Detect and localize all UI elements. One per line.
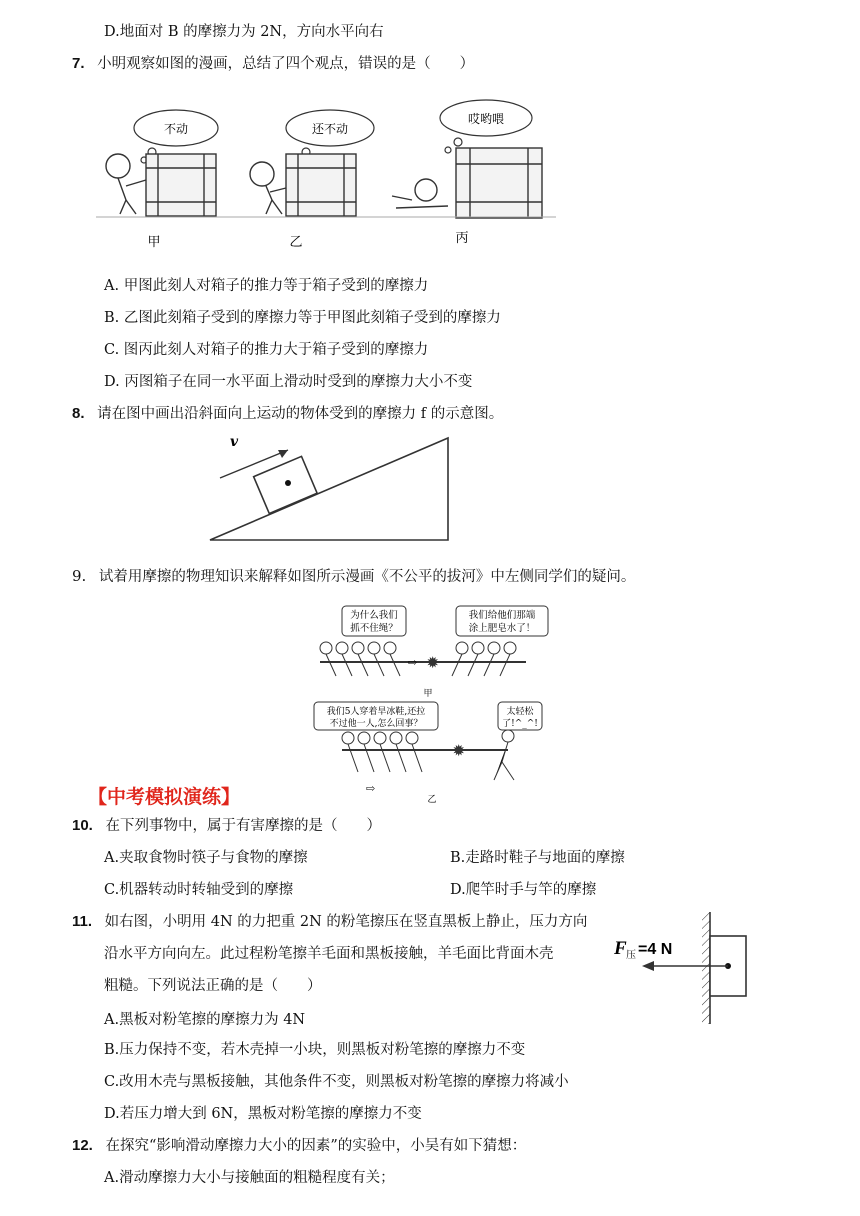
q8-number: 8. <box>72 405 85 422</box>
label-bing: 丙 <box>455 231 469 246</box>
q11-option-c: C.改用木壳与黑板接触，其他条件不变，则黑板对粉笔擦的摩擦力将减小 <box>104 1074 569 1090</box>
sun-icon-top: ✹ <box>426 653 440 672</box>
tug-of-war-comic <box>312 604 560 808</box>
bubble-2-line-2: 涂上肥皂水了！ <box>468 623 536 634</box>
q9-number: 9. <box>72 567 87 585</box>
force-value: =4 N <box>638 941 673 958</box>
person-2 <box>250 162 274 186</box>
q10-option-a: A.夹取食物时筷子与食物的摩擦 <box>104 850 308 866</box>
section-heading: 【中考模拟演练】 <box>88 786 241 808</box>
q7-option-a: A. 甲图此刻人对箱子的推力等于箱子受到的摩擦力 <box>104 278 429 294</box>
q10-number: 10. <box>72 817 93 834</box>
q10-stem: 在下列事物中，属于有害摩擦的是（ ） <box>105 818 381 834</box>
bubble-text-2: 还不动 <box>311 122 349 136</box>
block-center-dot <box>285 480 291 486</box>
bubble-1-line-2: 抓不住绳？ <box>350 623 398 634</box>
q7-comic-figure <box>96 96 556 256</box>
svg-text:⇨: ⇨ <box>366 782 376 795</box>
crate-2 <box>286 154 356 216</box>
q12-number: 12. <box>72 1137 93 1154</box>
bubble-4-line-1: 太轻松 <box>506 707 534 717</box>
q10-option-b: B.走路时鞋子与地面的摩擦 <box>450 850 625 866</box>
thought-bubble-3 <box>440 100 532 153</box>
blackboard-eraser-figure <box>612 908 756 1028</box>
q11-text-2: 沿水平方向向左。此过程粉笔擦羊毛面和黑板接触，羊毛面比背面木壳 <box>104 946 554 962</box>
q10-stem-line <box>72 816 381 836</box>
bubble-text-3: 哎哟喂 <box>467 112 505 126</box>
force-label: F <box>614 938 627 959</box>
label-jia: 甲 <box>147 235 161 250</box>
q7-stem-line <box>72 54 474 74</box>
q7-option-b: B. 乙图此刻箱子受到的摩擦力等于甲图此刻箱子受到的摩擦力 <box>104 310 501 326</box>
wall-hatching <box>702 912 710 1024</box>
person-1 <box>106 154 130 178</box>
label-yi-9: 乙 <box>427 795 437 805</box>
velocity-label: v <box>230 434 239 450</box>
incline-triangle <box>210 438 448 540</box>
crate-3 <box>456 148 542 218</box>
svg-text:⇨: ⇨ <box>408 656 418 669</box>
q6-option-d: D.地面对 B 的摩擦力为 2N，方向水平向右 <box>104 24 384 40</box>
crate-1 <box>146 154 216 216</box>
q12-option-a: A.滑动摩擦力大小与接触面的粗糙程度有关； <box>104 1170 395 1186</box>
q7-option-c: C. 图丙此刻人对箱子的推力大于箱子受到的摩擦力 <box>104 342 429 358</box>
q7-stem: 小明观察如图的漫画，总结了四个观点，错误的是（ ） <box>97 56 475 72</box>
q9-stem-line <box>72 566 635 587</box>
q11-number: 11. <box>72 913 93 930</box>
q7-number: 7. <box>72 55 85 72</box>
bubble-1-line-1: 为什么我们 <box>350 610 398 621</box>
q11-stem-line-1 <box>72 912 587 932</box>
q11-option-d: D.若压力增大到 6N，黑板对粉笔擦的摩擦力不变 <box>104 1106 422 1122</box>
q11-option-a: A.黑板对粉笔擦的摩擦力为 4N <box>104 1012 306 1028</box>
q11-option-b: B.压力保持不变，若木壳掉一小块，则黑板对粉笔擦的摩擦力不变 <box>104 1042 526 1058</box>
q12-stem-line <box>72 1136 526 1156</box>
q9-stem: 试着用摩擦的物理知识来解释如图所示漫画《不公平的拔河》中左侧同学们的疑问。 <box>98 569 636 585</box>
q8-stem: 请在图中画出沿斜面向上运动的物体受到的摩擦力 f 的示意图。 <box>97 406 504 422</box>
q10-option-d: D.爬竿时手与竿的摩擦 <box>450 882 597 898</box>
bubble-3-line-1: 我们5人穿着旱冰鞋,还拉 <box>326 707 426 717</box>
label-jia-9: 甲 <box>423 689 433 699</box>
bubble-4-line-2: 了!^_^! <box>502 719 538 729</box>
force-subscript: 压 <box>626 950 636 961</box>
q11-text-1: 如右图，小明用 4N 的力把重 2N 的粉笔擦压在竖直黑板上静止，压力方向 <box>104 914 588 930</box>
q12-stem: 在探究“影响滑动摩擦力大小的因素”的实验中，小吴有如下猜想： <box>105 1138 527 1154</box>
sun-icon-bottom: ✹ <box>452 741 466 760</box>
q7-option-d: D. 丙图箱子在同一水平面上滑动时受到的摩擦力大小不变 <box>104 374 473 390</box>
label-yi: 乙 <box>289 235 303 250</box>
incline-figure <box>206 432 456 544</box>
bubble-text-1: 不动 <box>163 122 189 136</box>
bubble-3-line-2: 不过他一人,怎么回事？ <box>329 719 423 729</box>
q10-option-c: C.机器转动时转轴受到的摩擦 <box>104 882 294 898</box>
q11-text-3: 粗糙。下列说法正确的是（ ） <box>104 978 322 994</box>
person-3 <box>415 179 437 201</box>
bubble-2-line-1: 我们给他们那端 <box>468 610 536 621</box>
q8-stem-line <box>72 404 503 424</box>
